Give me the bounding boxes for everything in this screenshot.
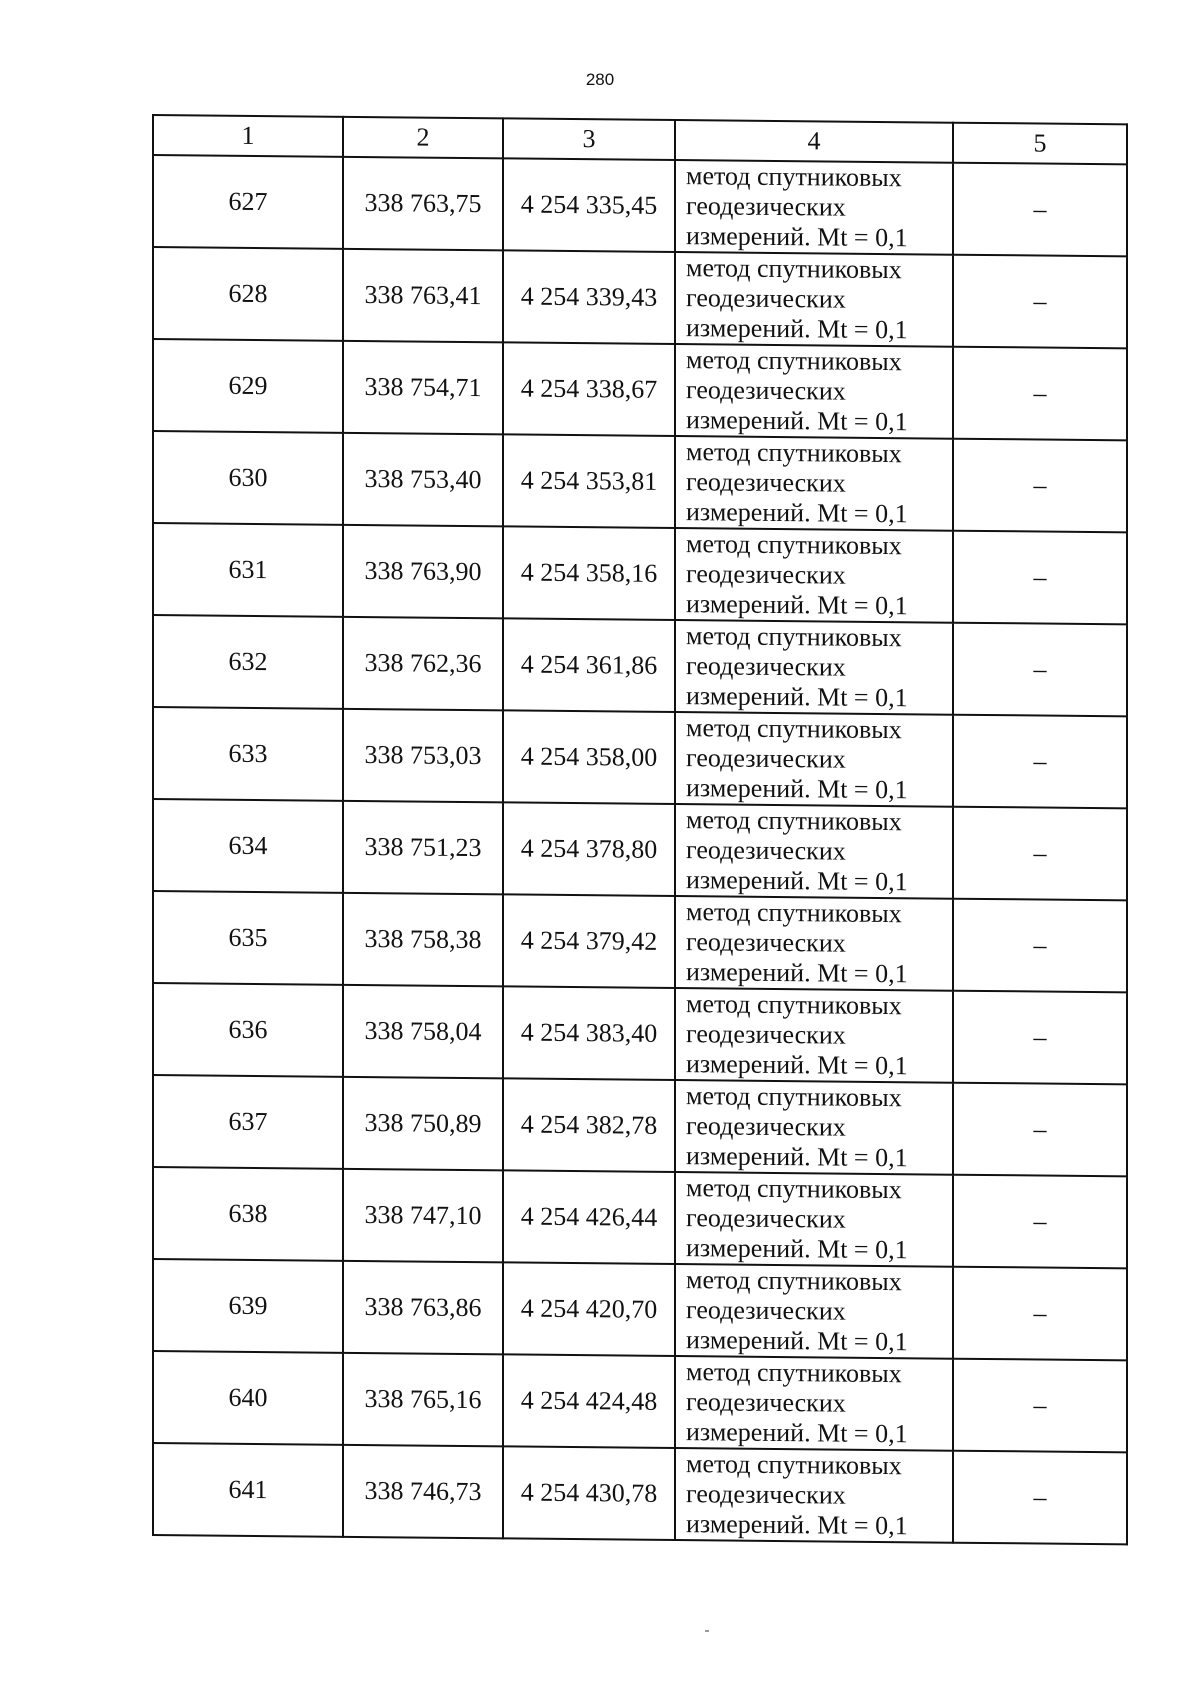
y-coordinate-cell: 4 254 424,48 <box>503 1354 675 1448</box>
y-coordinate-cell: 4 254 361,86 <box>503 618 675 712</box>
column-header-5: 5 <box>953 123 1127 165</box>
x-coordinate-cell: 338 763,75 <box>343 157 503 251</box>
y-coordinate-cell: 4 254 358,00 <box>503 710 675 804</box>
point-number-cell: 635 <box>153 891 343 985</box>
table-row <box>153 799 1127 900</box>
table-row <box>153 1075 1127 1176</box>
note-cell: – <box>953 1451 1127 1545</box>
table-row <box>153 1259 1127 1360</box>
y-coordinate-cell: 4 254 378,80 <box>503 802 675 896</box>
y-coordinate-cell: 4 254 379,42 <box>503 894 675 988</box>
column-header-4: 4 <box>675 120 953 163</box>
method-cell: метод спутниковых геодезических измерений. Mt = 0,1 <box>675 1080 953 1175</box>
table-body <box>153 155 1127 1544</box>
x-coordinate-cell: 338 762,36 <box>343 617 503 711</box>
y-coordinate-cell: 4 254 383,40 <box>503 986 675 1080</box>
note-cell: – <box>953 531 1127 625</box>
table-row <box>153 523 1127 624</box>
point-number-cell: 633 <box>153 707 343 801</box>
x-coordinate-cell: 338 763,86 <box>343 1261 503 1355</box>
point-number-cell: 641 <box>153 1443 343 1537</box>
method-cell: метод спутниковых геодезических измерений. Mt = 0,1 <box>675 1264 953 1359</box>
note-cell: – <box>953 1175 1127 1269</box>
table-row <box>153 983 1127 1084</box>
method-cell: метод спутниковых геодезических измерений. Mt = 0,1 <box>675 712 953 807</box>
note-cell: – <box>953 439 1127 533</box>
column-header-1: 1 <box>153 115 343 157</box>
method-cell: метод спутниковых геодезических измерений. Mt = 0,1 <box>675 804 953 899</box>
method-cell: метод спутниковых геодезических измерений. Mt = 0,1 <box>675 1356 953 1451</box>
point-number-cell: 639 <box>153 1259 343 1353</box>
x-coordinate-cell: 338 750,89 <box>343 1077 503 1171</box>
note-cell: – <box>953 347 1127 441</box>
table-row <box>153 1443 1127 1544</box>
note-cell: – <box>953 807 1127 901</box>
point-number-cell: 637 <box>153 1075 343 1169</box>
method-cell: метод спутниковых геодезических измерений. Mt = 0,1 <box>675 620 953 715</box>
point-number-cell: 632 <box>153 615 343 709</box>
point-number-cell: 640 <box>153 1351 343 1445</box>
point-number-cell: 630 <box>153 431 343 525</box>
method-cell: метод спутниковых геодезических измерений. Mt = 0,1 <box>675 528 953 623</box>
y-coordinate-cell: 4 254 426,44 <box>503 1170 675 1264</box>
method-cell: метод спутниковых геодезических измерений. Mt = 0,1 <box>675 344 953 439</box>
note-cell: – <box>953 715 1127 809</box>
x-coordinate-cell: 338 765,16 <box>343 1353 503 1447</box>
table-row <box>153 615 1127 716</box>
note-cell: – <box>953 255 1127 349</box>
method-cell: метод спутниковых геодезических измерений. Mt = 0,1 <box>675 160 953 255</box>
table-row <box>153 247 1127 348</box>
note-cell: – <box>953 1267 1127 1361</box>
method-cell: метод спутниковых геодезических измерений. Mt = 0,1 <box>675 988 953 1083</box>
x-coordinate-cell: 338 763,90 <box>343 525 503 619</box>
point-number-cell: 631 <box>153 523 343 617</box>
y-coordinate-cell: 4 254 338,67 <box>503 342 675 436</box>
point-number-cell: 628 <box>153 247 343 341</box>
note-cell: – <box>953 623 1127 717</box>
method-cell: метод спутниковых геодезических измерений. Mt = 0,1 <box>675 896 953 991</box>
table-row <box>153 707 1127 808</box>
table-row <box>153 1351 1127 1452</box>
y-coordinate-cell: 4 254 430,78 <box>503 1446 675 1540</box>
coordinates-table <box>152 114 1128 1545</box>
y-coordinate-cell: 4 254 420,70 <box>503 1262 675 1356</box>
x-coordinate-cell: 338 754,71 <box>343 341 503 435</box>
method-cell: метод спутниковых геодезических измерений. Mt = 0,1 <box>675 1172 953 1267</box>
x-coordinate-cell: 338 753,03 <box>343 709 503 803</box>
x-coordinate-cell: 338 758,04 <box>343 985 503 1079</box>
y-coordinate-cell: 4 254 358,16 <box>503 526 675 620</box>
method-cell: метод спутниковых геодезических измерений. Mt = 0,1 <box>675 252 953 347</box>
point-number-cell: 627 <box>153 155 343 249</box>
x-coordinate-cell: 338 758,38 <box>343 893 503 987</box>
point-number-cell: 634 <box>153 799 343 893</box>
table-row <box>153 431 1127 532</box>
column-header-3: 3 <box>503 118 675 160</box>
note-cell: – <box>953 1359 1127 1453</box>
note-cell: – <box>953 899 1127 993</box>
x-coordinate-cell: 338 751,23 <box>343 801 503 895</box>
method-cell: метод спутниковых геодезических измерений. Mt = 0,1 <box>675 436 953 531</box>
table-row <box>153 891 1127 992</box>
y-coordinate-cell: 4 254 335,45 <box>503 158 675 252</box>
table-row <box>153 1167 1127 1268</box>
point-number-cell: 629 <box>153 339 343 433</box>
note-cell: – <box>953 163 1127 257</box>
note-cell: – <box>953 1083 1127 1177</box>
x-coordinate-cell: 338 747,10 <box>343 1169 503 1263</box>
column-header-2: 2 <box>343 117 503 159</box>
note-cell: – <box>953 991 1127 1085</box>
y-coordinate-cell: 4 254 339,43 <box>503 250 675 344</box>
x-coordinate-cell: 338 763,41 <box>343 249 503 343</box>
scan-artifact <box>705 1630 709 1632</box>
point-number-cell: 638 <box>153 1167 343 1261</box>
y-coordinate-cell: 4 254 353,81 <box>503 434 675 528</box>
method-cell: метод спутниковых геодезических измерений. Mt = 0,1 <box>675 1448 953 1543</box>
point-number-cell: 636 <box>153 983 343 1077</box>
table-row <box>153 155 1127 256</box>
x-coordinate-cell: 338 746,73 <box>343 1445 503 1539</box>
y-coordinate-cell: 4 254 382,78 <box>503 1078 675 1172</box>
page-number: 280 <box>585 70 615 89</box>
x-coordinate-cell: 338 753,40 <box>343 433 503 527</box>
table-row <box>153 339 1127 440</box>
